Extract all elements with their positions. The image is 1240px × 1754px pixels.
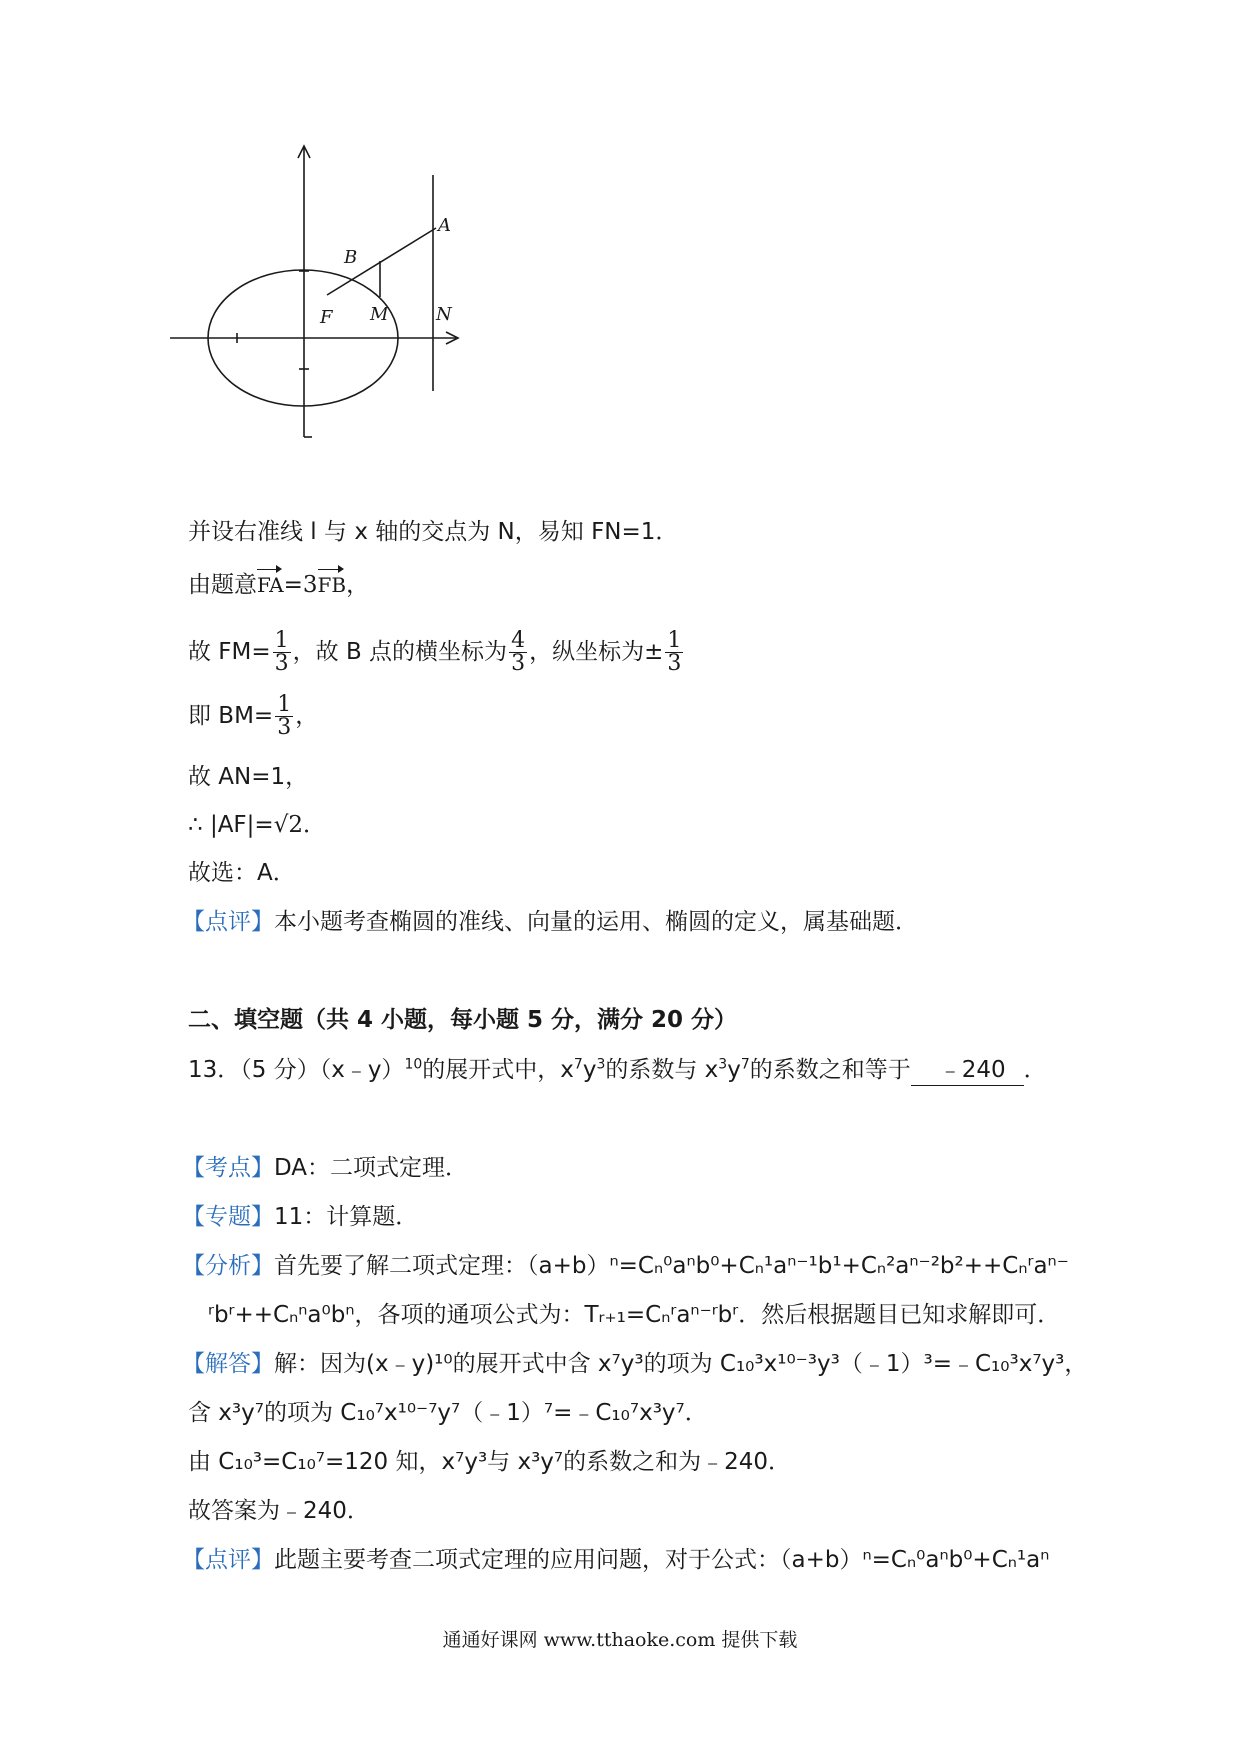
fraction-BM: $\frac{1}{3}$ — [277, 692, 292, 740]
solution-line-7: 故选：A． — [188, 860, 296, 886]
ellipse-figure — [160, 140, 520, 500]
fraction-FM: $\frac{1}{3}$ — [274, 628, 289, 676]
jieda-line-4: 故答案为﹣240． — [188, 1498, 370, 1524]
q13-stem: 13．（5 分）（x﹣y）$^{10}$的展开式中，$x^7y^3$的系数与 $x^3y^7$的系数之和等于 ﹣240 ． — [188, 1055, 1047, 1086]
solution-line-5: 故 AN=1， — [188, 764, 309, 790]
jieda-line-3: 由 C₁₀³=C₁₀⁷=120 知，x⁷y³与 x³y⁷的系数之和为﹣240． — [188, 1449, 792, 1475]
solution-line-4: 即 BM= $\frac{1}{3}$ ， — [188, 692, 319, 740]
solution-line-2: 由题意FA=3FB， — [188, 572, 370, 598]
label-F: F — [320, 307, 333, 328]
label-M: M — [370, 304, 389, 325]
vector-FA: FA — [257, 570, 284, 600]
kaodian-line: 【考点】DA：二项式定理． — [182, 1155, 469, 1181]
label-B: B — [344, 247, 358, 268]
section-heading: 二、填空题（共 4 小题，每小题 5 分，满分 20 分） — [188, 1007, 738, 1033]
solution-line-6: ∴ |AF|=√2． — [188, 812, 326, 838]
comment-line: 【点评】本小题考查椭圆的准线、向量的运用、椭圆的定义，属基础题． — [182, 909, 918, 935]
fraction-Bx: $\frac{4}{3}$ — [511, 628, 526, 676]
jieda-tag: 【解答】 — [182, 1351, 274, 1377]
page-footer: 通通好课网 www.tthaoke.com 提供下载 — [442, 1629, 798, 1651]
fraction-By: $\frac{1}{3}$ — [667, 628, 682, 676]
vector-FB: FB — [318, 570, 347, 600]
label-A: A — [438, 215, 451, 236]
fenxi-line-2: ʳbʳ++Cₙⁿa⁰bⁿ，各项的通项公式为：Tᵣ₊₁=Cₙʳaⁿ⁻ʳbʳ．然后根据题目已知求解即可． — [208, 1302, 1061, 1328]
fenxi-tag: 【分析】 — [182, 1253, 274, 1279]
zhuanti-tag: 【专题】 — [182, 1204, 274, 1230]
jieda-line-2: 含 x³y⁷的项为 C₁₀⁷x¹⁰⁻⁷y⁷（﹣1）⁷=﹣C₁₀⁷x³y⁷． — [188, 1400, 708, 1426]
kaodian-tag: 【考点】 — [182, 1155, 274, 1181]
jieda-line-1: 【解答】解：因为(x﹣y)¹⁰的展开式中含 x⁷y³的项为 C₁₀³x¹⁰⁻³y³（﹣1）³=﹣C₁₀³x⁷y³， — [182, 1351, 1088, 1377]
comment-tag: 【点评】 — [182, 909, 274, 935]
answer-blank: ﹣240 — [911, 1055, 1024, 1086]
pingping-line: 【点评】此题主要考查二项式定理的应用问题，对于公式：（a+b）ⁿ=Cₙ⁰aⁿb⁰+Cₙ¹aⁿ — [182, 1547, 1050, 1573]
solution-line-3: 故 FM= $\frac{1}{3}$ ，故 B 点的横坐标为 $\frac{4}{3}$ ，纵坐标为± $\frac{1}{3}$ — [188, 628, 682, 676]
label-N: N — [436, 304, 452, 325]
fenxi-line-1: 【分析】首先要了解二项式定理：（a+b）ⁿ=Cₙ⁰aⁿb⁰+Cₙ¹aⁿ⁻¹b¹+Cₙ²aⁿ⁻²b²++Cₙʳaⁿ⁻ — [182, 1253, 1069, 1279]
solution-line-1: 并设右准线 l 与 x 轴的交点为 N，易知 FN=1． — [188, 519, 679, 545]
pingping-tag: 【点评】 — [182, 1547, 274, 1573]
zhuanti-line: 【专题】11：计算题． — [182, 1204, 419, 1230]
